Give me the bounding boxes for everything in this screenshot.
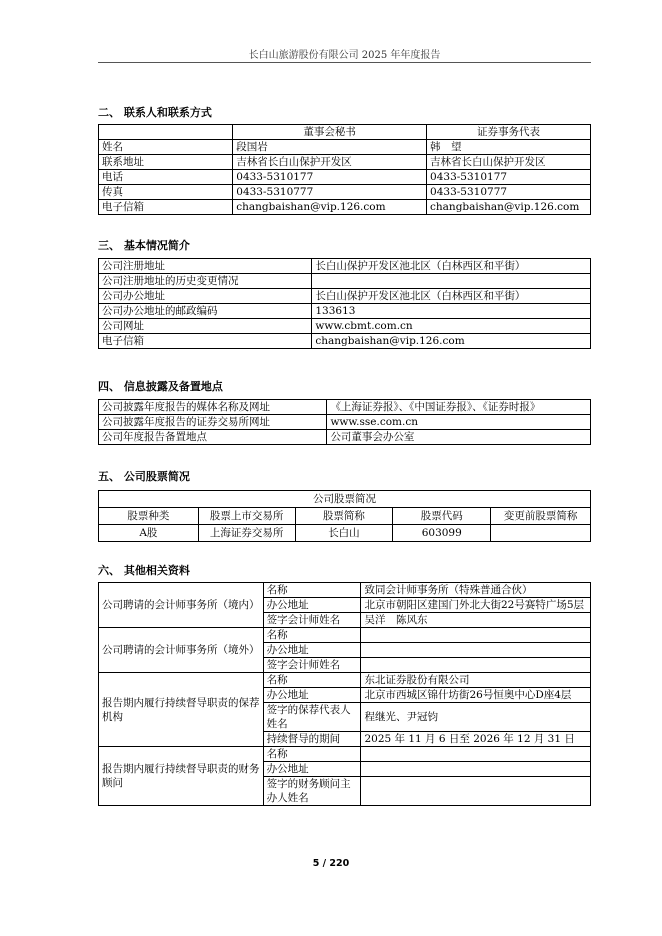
table-row: 电话 0433-5310177 0433-5310177 [99,170,591,185]
group-label: 报告期内履行持续督导职责的财务顾问 [99,747,264,806]
table-row: 公司聘请的会计师事务所（境外） 名称 [99,628,591,643]
table-row: 签字的财务顾问主办人姓名 [99,777,591,806]
page-header: 长白山旅游股份有限公司 2025 年年度报告 [248,50,441,61]
table-row: 办公地址 北京市朝阳区建国门外北大街22号赛特广场5层 [99,598,591,613]
group-label: 公司聘请的会计师事务所（境内） [99,583,264,628]
header-rule [98,62,591,63]
basic-info-table [98,258,591,349]
section-contacts-title: 二、 联系人和联系方式 [98,106,212,119]
contacts-table [98,124,591,215]
table-row: 签字会计师姓名 [99,658,591,673]
table-row: 公司聘请的会计师事务所（境内） 名称 致同会计师事务所（特殊普通合伙） [99,583,591,598]
section-basic-info-title: 三、 基本情况简介 [98,239,190,252]
column-header: 证券事务代表 [427,125,591,140]
group-label: 报告期内履行持续督导职责的保荐机构 [99,673,264,747]
table-caption: 公司股票简况 [99,491,591,508]
table-row: 传真 0433-5310777 0433-5310777 [99,185,591,200]
group-label: 公司聘请的会计师事务所（境外） [99,628,264,673]
column-header: 变更前股票简称 [491,508,591,525]
table-row: 办公地址 北京市西城区锦什坊街26号恒奥中心D座4层 [99,688,591,703]
table-row: 公司年度报告备置地点 公司董事会办公室 [99,430,591,445]
other-info-table [98,582,591,806]
table-row [99,508,591,525]
disclosure-table [98,399,591,445]
table-row: 签字会计师姓名 吴洋 陈风东 [99,613,591,628]
section-disclosure-title: 四、 信息披露及备置地点 [98,380,223,393]
table-row: 公司注册地址的历史变更情况 [99,274,591,289]
table-row: 持续督导的期间 2025 年 11 月 6 日至 2026 年 12 月 31 日 [99,732,591,747]
column-header: 董事会秘书 [233,125,427,140]
column-header: 股票上市交易所 [198,508,295,525]
section-stock-title: 五、 公司股票简况 [98,470,190,483]
page-number: 5 / 220 [312,858,350,869]
table-row: 联系地址 吉林省长白山保护开发区 吉林省长白山保护开发区 [99,155,591,170]
column-header: 股票种类 [99,508,199,525]
section-other-title: 六、 其他相关资料 [98,564,190,577]
table-row: 签字的保荐代表人姓名 程继光、尹冠钧 [99,703,591,732]
table-row: A股 上海证券交易所 长白山 603099 [99,525,591,542]
stock-table [98,490,591,542]
column-header: 股票简称 [295,508,393,525]
table-row: 报告期内履行持续督导职责的保荐机构 名称 东北证券股份有限公司 [99,673,591,688]
table-row: 公司披露年度报告的证券交易所网址 www.sse.com.cn [99,415,591,430]
table-row [99,491,591,508]
table-row: 公司办公地址的邮政编码 133613 [99,304,591,319]
table-row: 电子信箱 changbaishan@vip.126.com [99,334,591,349]
table-row: 公司披露年度报告的媒体名称及网址 《上海证券报》、《中国证券报》、《证券时报》 [99,400,591,415]
table-row: 办公地址 [99,643,591,658]
table-row [99,125,591,140]
table-row: 公司办公地址 长白山保护开发区池北区（白林西区和平街） [99,289,591,304]
table-row: 姓名 段国岩 韩 望 [99,140,591,155]
table-row: 报告期内履行持续督导职责的财务顾问 名称 [99,747,591,762]
column-header: 股票代码 [393,508,491,525]
table-row: 电子信箱 changbaishan@vip.126.com changbaishan@vip.126.com [99,200,591,215]
table-row: 公司注册地址 长白山保护开发区池北区（白林西区和平街） [99,259,591,274]
table-row: 公司网址 www.cbmt.com.cn [99,319,591,334]
table-row: 办公地址 [99,762,591,777]
